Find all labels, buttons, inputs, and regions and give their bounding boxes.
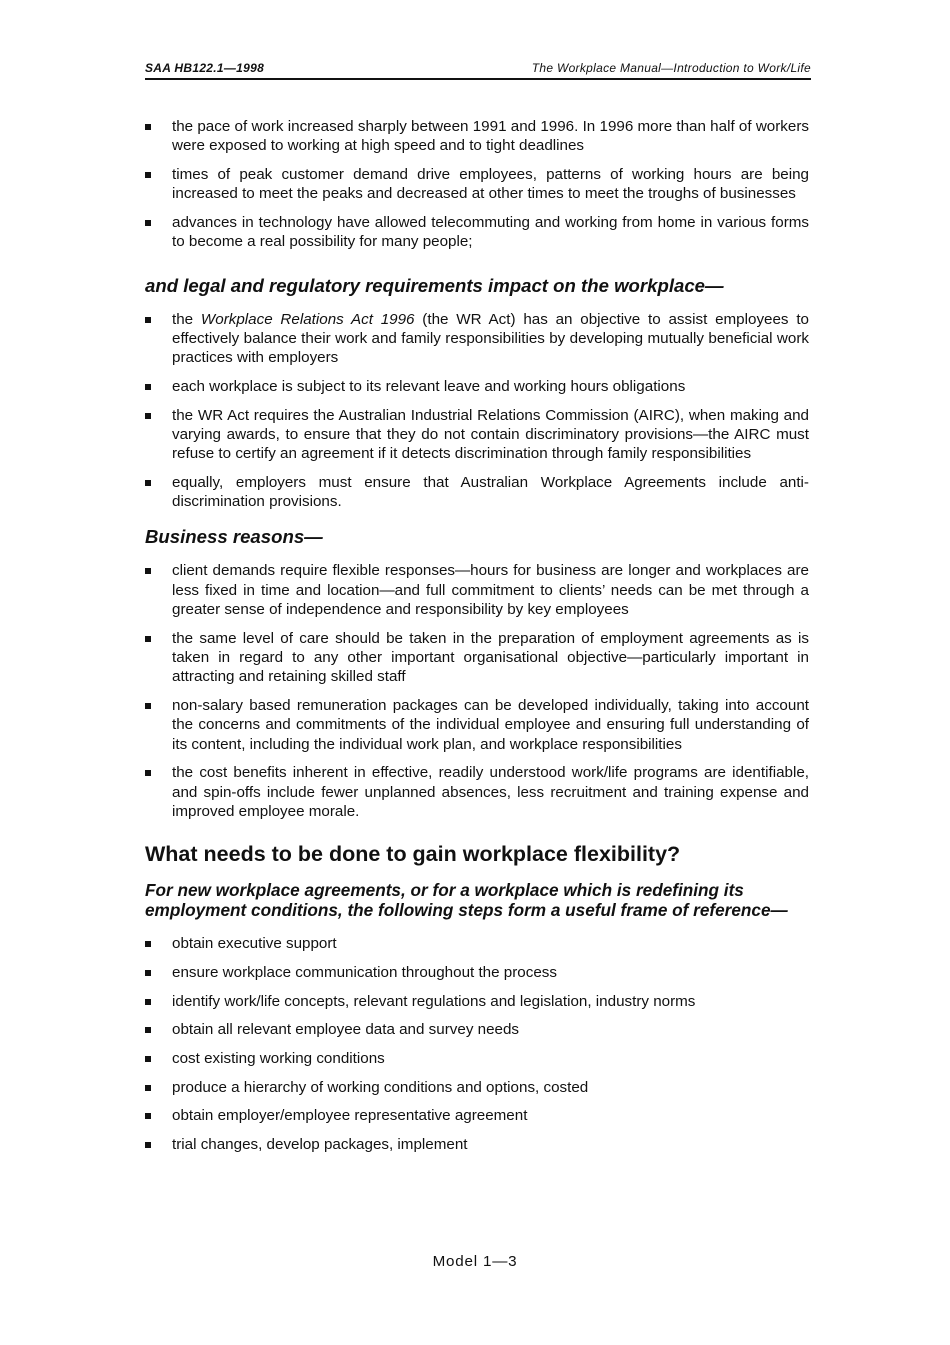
square-bullet-icon: [145, 1142, 151, 1148]
list-item: the WR Act requires the Australian Industrial Relations Commission (AIRC), when making and varying awards, to ensure that they do not contain discriminatory provisions—the AIRC must refuse to certify an agreement if it detects discrimination through family responsibilities: [145, 406, 809, 464]
steps-bullet-list: [145, 934, 809, 1154]
square-bullet-icon: [145, 220, 151, 226]
square-bullet-icon: [145, 384, 151, 390]
list-item: equally, employers must ensure that Australian Workplace Agreements include anti-discrimination provisions.: [145, 473, 809, 512]
list-item: produce a hierarchy of working conditions and options, costed: [145, 1078, 809, 1097]
list-item: identify work/life concepts, relevant regulations and legislation, industry norms: [145, 992, 809, 1011]
square-bullet-icon: [145, 172, 151, 178]
square-bullet-icon: [145, 1113, 151, 1119]
square-bullet-icon: [145, 1085, 151, 1091]
square-bullet-icon: [145, 941, 151, 947]
list-item: the cost benefits inherent in effective, readily understood work/life programs are identifiable, and spin-offs include fewer unplanned absences, less recruitment and training expense and improved employee morale.: [145, 763, 809, 821]
square-bullet-icon: [145, 1056, 151, 1062]
list-item: client demands require flexible responses—hours for business are longer and workplaces are less fixed in time and location—and full commitment to clients’ needs can be met through a greater sense of independence and responsibility by key employees: [145, 561, 809, 619]
legal-bullet-list: [145, 310, 809, 512]
list-item: obtain employer/employee representative agreement: [145, 1106, 809, 1125]
square-bullet-icon: [145, 568, 151, 574]
flexibility-subheading: For new workplace agreements, or for a workplace which is redefining its employment conditions, the following steps form a useful frame of reference—: [145, 880, 788, 921]
list-item: trial changes, develop packages, implement: [145, 1135, 809, 1154]
list-item: the same level of care should be taken in the preparation of employment agreements as is taken in regard to any other important organisational objective—particularly important in attracting and retaining skilled staff: [145, 629, 809, 687]
square-bullet-icon: [145, 317, 151, 323]
list-item: ensure workplace communication throughout the process: [145, 963, 809, 982]
square-bullet-icon: [145, 770, 151, 776]
square-bullet-icon: [145, 703, 151, 709]
square-bullet-icon: [145, 999, 151, 1005]
header-manual-title: The Workplace Manual—Introduction to Work/Life: [531, 61, 811, 75]
business-bullet-list: [145, 561, 809, 821]
legal-section-heading: and legal and regulatory requirements impact on the workplace—: [145, 274, 724, 296]
list-item: obtain all relevant employee data and survey needs: [145, 1020, 809, 1039]
list-item: non-salary based remuneration packages can be developed individually, taking into account the concerns and commitments of the individual employee and ensuring full understanding of its content, including the individual work plan, and workplace responsibilities: [145, 696, 809, 754]
square-bullet-icon: [145, 413, 151, 419]
page-header: [145, 60, 811, 80]
list-item: obtain executive support: [145, 934, 809, 953]
flexibility-section-title: What needs to be done to gain workplace flexibility?: [145, 842, 681, 867]
square-bullet-icon: [145, 124, 151, 130]
page-footer: Model 1—3: [432, 1253, 518, 1270]
square-bullet-icon: [145, 636, 151, 642]
header-document-code: SAA HB122.1—1998: [145, 61, 265, 75]
list-item: the pace of work increased sharply between 1991 and 1996. In 1996 more than half of workers were exposed to working at high speed and to tight deadlines: [145, 117, 809, 156]
list-item: the Workplace Relations Act 1996 (the WR Act) has an objective to assist employees to effectively balance their work and family responsibilities by developing mutually beneficial work practices with employers: [145, 310, 809, 368]
list-item: advances in technology have allowed telecommuting and working from home in various forms to become a real possibility for many people;: [145, 213, 809, 252]
square-bullet-icon: [145, 970, 151, 976]
business-section-heading: Business reasons—: [145, 526, 323, 548]
list-item: cost existing working conditions: [145, 1049, 809, 1068]
intro-bullet-list: [145, 117, 809, 252]
page-content: [145, 117, 809, 1164]
square-bullet-icon: [145, 480, 151, 486]
square-bullet-icon: [145, 1027, 151, 1033]
act-title: Workplace Relations Act 1996: [200, 310, 415, 328]
list-item: times of peak customer demand drive employees, patterns of working hours are being increased to meet the peaks and decreased at other times to meet the troughs of businesses: [145, 165, 809, 204]
list-item: each workplace is subject to its relevant leave and working hours obligations: [145, 377, 809, 396]
